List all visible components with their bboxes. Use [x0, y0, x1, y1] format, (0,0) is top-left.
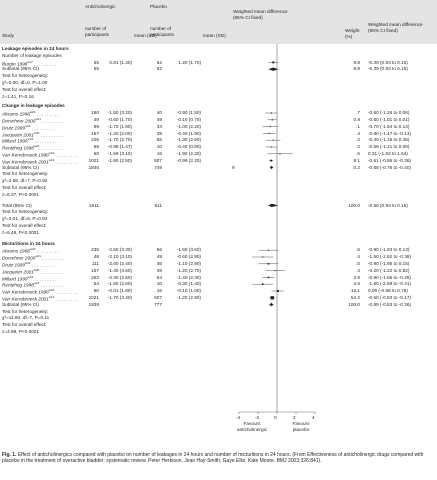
cell-n-anticholinergic: 252 — [91, 274, 99, 280]
study-name: Van Kerrebroeck 2001 — [2, 296, 49, 302]
subtotal-n-placebo: 777 — [154, 301, 162, 307]
point-estimate-square — [279, 153, 280, 154]
cell-n-placebo: 33 — [156, 123, 162, 129]
cell-n-placebo: 16 — [156, 151, 162, 156]
header-weighted-mean-difference: Weighted mean difference (95% CI fixed) — [233, 9, 288, 20]
cell-n-anticholinergic: 65 — [93, 59, 99, 65]
cell-n-placebo: 55 — [156, 137, 162, 143]
cell-n-anticholinergic: 157 — [91, 130, 99, 136]
study-reference: w13 — [48, 295, 55, 299]
total-label: Total (95% CI) — [2, 202, 32, 208]
leader-dots: . . . . . . . . . — [40, 118, 65, 124]
cell-weight: .3 — [356, 267, 360, 273]
subtotal-n-placebo: 62 — [156, 66, 162, 72]
header-mean-sd: mean (SD) — [203, 33, 226, 38]
total-weight: 100.0 — [348, 202, 360, 208]
figure-caption — [2, 452, 434, 465]
favours-anticholinergic-label: Favours anticholinergic — [237, 421, 267, 432]
cell-mean-placebo: -0.90 (1.50) — [176, 110, 201, 116]
study-name: Abrams 1998 — [2, 111, 30, 117]
cell-mean-placebo: -1.20 (2.70) — [176, 267, 201, 273]
cell-n-placebo: 507 — [154, 157, 162, 163]
leader-dots: . . . . . . . . . — [39, 145, 63, 151]
study-reference: w20 — [29, 110, 36, 115]
cell-wmd-ci: -0.40 (-1.15 to 0.35) — [368, 137, 410, 143]
point-estimate-square — [273, 140, 274, 141]
study-reference: w23 — [27, 274, 34, 279]
pooled-diamond — [270, 166, 273, 169]
study-name: Millard 1999 — [2, 138, 28, 144]
cell-wmd-ci: -0.60 (-1.26 to 0.06) — [368, 110, 410, 116]
heterogeneity-note: Test for heterogeneity: — [2, 171, 49, 177]
cell-mean-placebo: -1.00 (2.20) — [176, 123, 201, 129]
cell-wmd-ci: -1.50 (-2.62 to -0.38) — [368, 254, 411, 260]
cell-wmd-ci: 0.31 (-1.02 to 1.64) — [368, 151, 408, 156]
cell-weight: .2 — [356, 137, 360, 143]
cell-n-anticholinergic: 49 — [93, 254, 99, 260]
cell-weight: 54.2 — [350, 295, 360, 300]
cell-mean-anticholinergic: -2.50 (3.30) — [107, 247, 132, 253]
subtotal-wmd-ci: -0.58 (-0.76 to -0.40) — [368, 164, 411, 170]
cell-wmd-ci: -1.50 (-2.59 to -0.41) — [368, 281, 411, 287]
study-reference: w24 — [33, 281, 40, 286]
header-mean-sd: mean (SD) — [134, 33, 157, 38]
x-tick-label: 4 — [312, 414, 315, 420]
cell-wmd-ci: -0.50 (-1.01 to 0.01) — [368, 117, 410, 122]
study-name: Rentzhog 1998 — [2, 145, 34, 151]
leader-dots: . . . . . . . . . — [54, 152, 78, 158]
cell-n-anticholinergic: 49 — [93, 117, 99, 122]
study-name: Burgio 1998 — [2, 61, 28, 67]
leader-dots: . . . . . . . . . — [40, 255, 65, 261]
study-name: Van Kerrebroeck 1998 — [2, 152, 49, 158]
cell-mean-placebo: -0.99 (2.20) — [176, 157, 201, 163]
cell-mean-anticholinergic: -1.59 (3.10) — [107, 151, 132, 156]
cell-n-placebo: 507 — [154, 295, 162, 300]
cell-mean-anticholinergic: -1.20 (2.00) — [107, 130, 132, 136]
leader-dots: . . . . . . . . . — [39, 282, 63, 288]
caption-text: Effect of anticholinergics compared with placebo on number of leakages in 24 hours and number of micturitions in 24 hours. (From Effectiveness of anticholinergic drugs compared with placebo in the treatment of overactive bladder: systematic review. Peter Herbison, Jean Hay-Smith, Gaye Ellis, Kate Moore. BMJ 2003;326:841). — [2, 452, 424, 465]
study-name: Dorschner 2000 — [2, 118, 36, 124]
cell-weight: 12.1 — [350, 288, 360, 294]
cell-mean-placebo: -1.40 (2.30) — [176, 274, 201, 280]
cell-wmd-ci: -0.70 (-1.54 to 0.14) — [368, 123, 410, 129]
section-subtitle: Number of leakage episodes — [2, 52, 62, 58]
cell-mean-placebo: -0.30 (1.40) — [176, 281, 201, 287]
cell-weight: .6 — [356, 247, 360, 253]
leader-dots: . . . . . . . . . — [35, 248, 59, 254]
heterogeneity-note: Test for heterogeneity: — [2, 308, 49, 314]
study-reference: w21 — [35, 117, 41, 121]
leader-dots: . . . . . . . . . — [32, 61, 57, 67]
leader-dots: . . . . . . . . . — [54, 159, 78, 165]
cell-weight: 0.9 — [353, 117, 360, 122]
cell-wmd-ci: -0.90 (-1.95 to 0.15) — [368, 261, 410, 266]
cell-weight: .7 — [356, 110, 360, 116]
leader-dots: . . . . . . . . . — [33, 276, 57, 282]
pooled-diamond — [269, 303, 273, 306]
cell-mean-anticholinergic: -2.00 (2.40) — [107, 261, 132, 266]
subtotal-n-anticholinergic: 1939 — [88, 301, 99, 307]
heterogeneity-note: z=6.37, P<0.0001 — [2, 191, 40, 197]
x-tick-label: -4 — [236, 414, 241, 420]
study-name: Abrams 1998 — [2, 248, 30, 254]
cell-mean-placebo: -1.30 (2.50) — [176, 137, 201, 143]
heterogeneity-note: Test for overall effect: — [2, 322, 47, 328]
cell-n-placebo: 39 — [156, 267, 162, 273]
leader-dots: . . . . . . . . . — [54, 289, 78, 295]
subtotal-wmd-ci: -0.39 (0.93 to 0.15) — [368, 66, 408, 72]
point-estimate-square — [271, 146, 272, 147]
heterogeneity-note: Test for heterogeneity: — [2, 209, 49, 215]
cell-n-placebo: 10 — [156, 281, 162, 287]
cell-n-anticholinergic: 157 — [91, 267, 99, 273]
study-reference: w22 — [24, 123, 31, 128]
cell-n-placebo: 49 — [156, 117, 162, 122]
cell-n-anticholinergic: 65 — [93, 144, 99, 150]
cell-mean-placebo: -0.10 (0.70) — [176, 117, 201, 122]
cell-wmd-ci: -0.61 (-0.86 to -0.36) — [368, 157, 411, 163]
study-reference: w10 — [48, 151, 55, 155]
cell-weight: .1 — [356, 123, 360, 129]
section-title: Micturitions in 24 hours — [2, 240, 55, 246]
heterogeneity-note: χ²=2.58, df=7, P=0.92 — [2, 178, 48, 184]
header-n-participants: number of participants — [150, 26, 174, 37]
study-name: Rentzhog 1998 — [2, 282, 34, 288]
total-wmd-ci: -0.56 (0.93 to 0.15) — [368, 202, 408, 208]
cell-n-placebo: 36 — [156, 261, 162, 266]
header-wmd-ci: Weighted mean difference (95% CI fixed) — [368, 22, 423, 33]
heterogeneity-note: Test for overall effect: — [2, 185, 47, 190]
cell-n-anticholinergic: 180 — [91, 110, 99, 116]
leader-dots: . . . . . . . . . — [30, 125, 54, 131]
cell-n-anticholinergic: 111 — [91, 261, 99, 266]
cell-wmd-ci: -0.80 (-1.47 to -0.13) — [368, 130, 411, 136]
study-reference: w13 — [48, 157, 55, 162]
cell-n-placebo: 62 — [156, 59, 162, 65]
cell-mean-anticholinergic: -1.70 (1.90) — [107, 123, 132, 129]
point-estimate-square — [271, 112, 272, 113]
cell-weight: .0 — [356, 261, 360, 266]
subtotal-weight: 9.8 — [353, 66, 360, 72]
cell-n-placebo: 40 — [156, 110, 162, 116]
favours-placebo-label: Favours placebo — [292, 421, 310, 432]
heterogeneity-note: χ²=11.60, df=7, P=0.11 — [2, 315, 50, 321]
cell-weight: 4.5 — [353, 281, 360, 287]
cell-mean-placebo: -1.60 (3.60) — [176, 247, 201, 253]
cell-wmd-ci: -0.20 (-1.22 to 0.82) — [368, 267, 410, 273]
leader-dots: . . . . . . . . . — [35, 111, 59, 117]
study-name: Van Kerrebroeck 1998 — [2, 289, 49, 295]
section-title: Leakage episodes in 24 hours — [2, 46, 69, 51]
study-name: Millard 1999 — [2, 276, 28, 282]
leader-dots: . . . . . . . . . — [54, 296, 78, 302]
cell-weight: .4 — [356, 254, 360, 260]
subtotal-n-placebo: 749 — [154, 164, 162, 170]
cell-n-anticholinergic: 60 — [93, 288, 99, 294]
cell-mean-anticholinergic: 0.81 (1.40) — [109, 59, 132, 65]
cell-n-anticholinergic: 1021 — [88, 157, 99, 163]
cell-n-anticholinergic: 60 — [93, 151, 99, 156]
heterogeneity-note: χ²=0.00, df=0, P=1.00 — [2, 80, 48, 85]
cell-weight: 2.9 — [353, 274, 360, 280]
cell-mean-placebo: -0.40 (1.90) — [176, 130, 201, 136]
subtotal-label: Subtotal (95% CI) — [2, 66, 39, 72]
point-estimate-square — [270, 126, 271, 127]
cell-wmd-ci: -0.90 (-1.93 to 0.13) — [368, 247, 410, 253]
cell-mean-placebo: -1.20 (2.90) — [176, 295, 201, 300]
study-name: Jacquetin 2001 — [2, 269, 34, 275]
cell-mean-anticholinergic: -1.60 (2.50) — [107, 157, 132, 163]
study-reference: w23 — [27, 137, 34, 142]
study-reference: w10 — [48, 288, 55, 293]
cell-wmd-ci: -0.39 (0.93 to 0.15) — [368, 59, 408, 65]
cell-n-placebo: 10 — [156, 144, 162, 150]
x-tick-label: -2 — [255, 414, 260, 420]
total-n-anticholinergic: 1911 — [88, 202, 99, 208]
point-estimate-square — [271, 296, 274, 299]
cell-n-anticholinergic: 235 — [91, 247, 99, 253]
study-reference: w17 — [27, 59, 33, 64]
stray-mark: 9 — [232, 165, 235, 171]
header-n-participants: number of participants — [85, 26, 109, 37]
heterogeneity-note: Test for overall effect: — [2, 86, 47, 92]
cell-n-anticholinergic: 226 — [91, 137, 99, 143]
study-name: Drutz 1999 — [2, 262, 25, 268]
header-placebo: Placebo — [150, 4, 167, 9]
subtotal-label: Subtotal (95% CI) — [2, 164, 39, 170]
subtotal-wmd-ci: -0.59 (-0.83 to -0.36) — [368, 301, 411, 307]
subtotal-n-anticholinergic: 1846 — [88, 164, 99, 170]
cell-mean-anticholinergic: -1.70 (3.40) — [107, 295, 132, 300]
cell-n-placebo: 16 — [156, 288, 162, 294]
heterogeneity-note: z=6.49, P<0.0001 — [2, 229, 40, 235]
cell-mean-anticholinergic: -0.98 (1.47) — [107, 144, 132, 150]
subtotal-weight: 0.2 — [353, 164, 360, 170]
cell-weight: .2 — [356, 144, 360, 150]
heterogeneity-note: z=4.99, P<0.0001 — [2, 329, 40, 334]
leader-dots: . . . . . . . . . — [30, 262, 54, 268]
study-name: Drutz 1999 — [2, 125, 25, 131]
cell-n-anticholinergic: 54 — [93, 281, 99, 287]
study-name: Jacquetin 2001 — [2, 132, 34, 138]
cell-mean-anticholinergic: -0.60 (1.70) — [107, 117, 132, 122]
total-n-placebo: 811 — [154, 202, 162, 208]
header-weight: Weight (%) — [345, 28, 360, 39]
header-anticholinergic: Anticholinergic — [85, 4, 116, 9]
cell-weight: 9.8 — [353, 59, 360, 65]
cell-mean-anticholinergic: -1.80 (2.50) — [107, 281, 132, 287]
point-estimate-square — [269, 133, 270, 134]
cell-weight: .6 — [356, 151, 360, 156]
heterogeneity-note: z=1.41, P=0.16 — [2, 93, 34, 99]
study-reference: w22 — [24, 261, 31, 265]
cell-mean-anticholinergic: -2.10 (3.10) — [107, 254, 132, 260]
study-reference: w21 — [35, 254, 41, 259]
study-name: Van Kerrebroeck 2001 — [2, 159, 49, 165]
study-name: Dorschner 2000 — [2, 255, 36, 261]
x-tick-label: 0 — [274, 414, 277, 420]
cell-mean-placebo: -1.10 (2.90) — [176, 261, 201, 266]
leader-dots: . . . . . . . . . — [39, 269, 63, 275]
cell-weight: 8.1 — [353, 157, 360, 163]
cell-wmd-ci: -0.58 (-1.21 to 0.05) — [368, 144, 410, 150]
cell-mean-placebo: -0.40 (0.80) — [176, 144, 201, 150]
cell-mean-placebo: -0.10 (1.00) — [176, 288, 201, 294]
point-estimate-square — [272, 119, 273, 120]
study-reference: w30 — [33, 267, 40, 272]
subtotal-weight: 100.0 — [348, 301, 360, 307]
cell-mean-placebo: 1.20 (1.70) — [178, 59, 201, 65]
cell-mean-anticholinergic: -1.50 (3.20) — [107, 110, 132, 116]
cell-n-placebo: 49 — [156, 254, 162, 260]
heterogeneity-note: Test for overall effect: — [2, 223, 47, 228]
study-reference: w24 — [33, 144, 40, 149]
subtotal-n-anticholinergic: 65 — [93, 66, 99, 72]
cell-n-anticholinergic: 99 — [93, 123, 99, 129]
point-estimate-square — [268, 263, 270, 265]
leader-dots: . . . . . . . . . — [33, 138, 57, 144]
heterogeneity-note: Test for heterogeneity: — [2, 73, 49, 79]
caption-label: Fig. 1. — [2, 452, 17, 458]
heterogeneity-note: χ²=3.01, df=8, P=0.93 — [2, 216, 48, 222]
cell-wmd-ci: -0.90 (-1.55 to -0.25) — [368, 274, 411, 280]
cell-mean-anticholinergic: -0.01 (1.80) — [107, 288, 132, 294]
point-estimate-square — [275, 270, 276, 271]
cell-n-placebo: 39 — [156, 130, 162, 136]
point-estimate-square — [262, 256, 263, 257]
study-reference: w30 — [33, 130, 40, 135]
cell-mean-placebo: -1.90 (2.20) — [176, 151, 201, 156]
cell-mean-anticholinergic: -2.30 (2.60) — [107, 274, 132, 280]
x-tick-label: 2 — [293, 414, 296, 420]
study-reference: w20 — [29, 247, 36, 252]
cell-n-placebo: 64 — [156, 274, 162, 280]
point-estimate-square — [262, 283, 264, 285]
point-estimate-square — [268, 250, 269, 251]
point-estimate-square — [270, 160, 272, 162]
leader-dots: . . . . . . . . . — [39, 132, 63, 138]
subtotal-label: Subtotal (95% CI) — [2, 301, 39, 307]
cell-n-placebo: 56 — [156, 247, 162, 253]
cell-wmd-ci: 0.09 (-0.58 to 0.76) — [368, 288, 408, 294]
point-estimate-square — [268, 277, 269, 278]
point-estimate-square — [272, 61, 274, 63]
cell-mean-anticholinergic: -1.40 (3.60) — [107, 267, 132, 273]
cell-mean-anticholinergic: -1.70 (2.70) — [107, 137, 132, 143]
section-title: Change in leakage episodes — [2, 103, 65, 109]
cell-mean-placebo: -0.60 (2.50) — [176, 254, 201, 260]
cell-n-anticholinergic: 1021 — [88, 295, 99, 300]
cell-weight: .4 — [356, 130, 360, 136]
cell-wmd-ci: -0.50 (-0.83 to -0.17) — [368, 295, 411, 300]
header-study: Study — [2, 33, 14, 38]
